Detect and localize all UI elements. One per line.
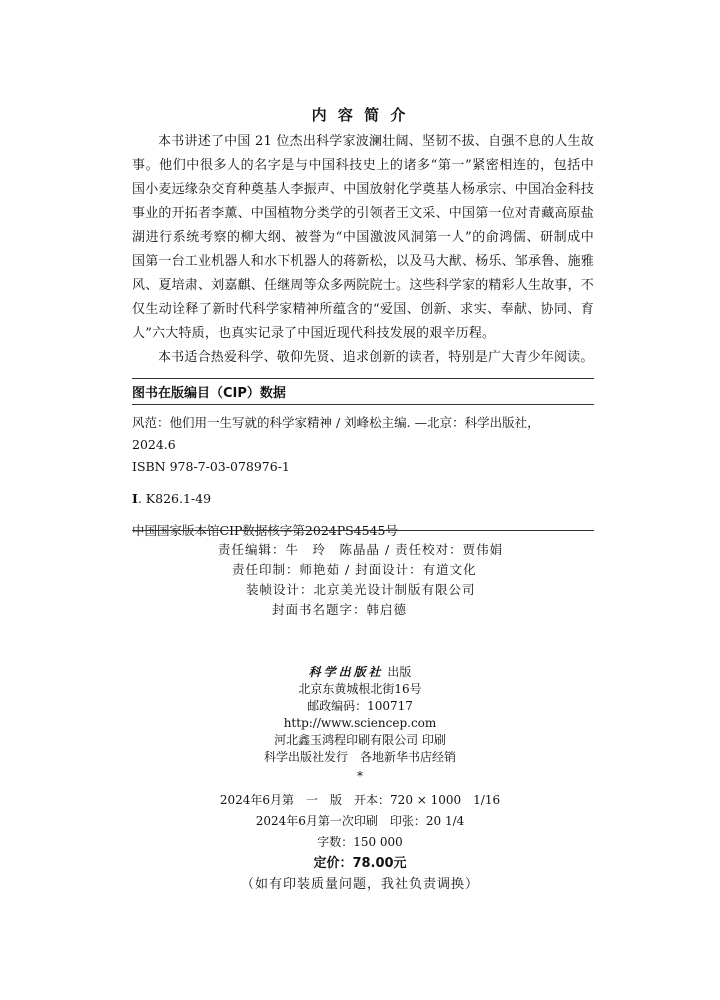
cip-classification xyxy=(132,488,594,510)
cip-entry-line-1: 风范：他们用一生写就的科学家精神 / 刘峰松主编. —北京：科学出版社， xyxy=(132,415,540,430)
publisher-address: 北京东黄城根北街16号 xyxy=(298,682,422,696)
printing-line: 2024年6月第一次印刷 印张：20 1/4 xyxy=(255,814,465,828)
cip-classification-roman: Ⅰ xyxy=(132,491,138,506)
credits-editors: 责任编辑：牛 玲 陈晶晶 / 责任校对：贾伟娟 xyxy=(218,542,504,557)
page-title: 内 容 简 介 xyxy=(311,106,409,124)
cip-heading-divider xyxy=(132,404,594,405)
distribution-line: 科学出版社发行 各地新华书店经销 xyxy=(263,750,456,764)
cip-entry-line-2: 2024.6 xyxy=(132,437,176,452)
printer-line: 河北鑫玉鸿程印刷有限公司 印刷 xyxy=(274,733,446,747)
publisher-suffix: 出版 xyxy=(387,665,412,679)
price: 定价：78.00元 xyxy=(313,856,407,871)
separator-asterisk: * xyxy=(357,769,363,783)
intro-paragraph-2: 本书适合热爱科学、敬仰先贤、追求创新的读者，特别是广大青少年阅读。 xyxy=(158,350,594,365)
publisher-postcode: 邮政编码：100717 xyxy=(307,699,413,713)
edition-line: 2024年6月第 一 版 开本：720 × 1000 1/16 xyxy=(219,793,501,807)
intro-paragraph-1: 本书讲述了中国 21 位杰出科学家波澜壮阔、坚韧不拔、自强不息的人生故事。他们中很多人的名字是与中国科技史上的诸多“第一”紧密相连的，包括中国小麦远缘杂交育种奠基人李振声、中国放射化学奠基人杨承宗、中国冶金科技事业的开拓者李薰、中国植物分类学的引领者王文采、中国第一位对青藏高原盐湖进行系统考察的柳大纲、被誉为“中国激波风洞第一人”的俞鸿儒、研制成中国第一台工业机器人和水下机器人的蒋新松，以及马大猷、杨乐、邹承鲁、施雅风、夏培肃、刘嘉麒、任继周等众多两院院士。这些科学家的精彩人生故事，不仅生动诠释了新时代科学家精神所蕴含的“爱国、创新、求实、奉献、协同、育人”六大特质，也真实记录了中国近现代科技发展的艰辛历程。 xyxy=(132,134,595,341)
publisher-section xyxy=(0,664,720,785)
publisher-line xyxy=(0,664,720,681)
word-count: 字数：150 000 xyxy=(317,835,403,849)
credits-binding-design: 装帧设计：北京美光设计制版有限公司 xyxy=(246,582,476,597)
cip-record-number: 中国国家版本馆CIP数据核字第2024PS4545号 xyxy=(132,523,399,538)
cip-heading: 图书在版编目（CIP）数据 xyxy=(132,386,286,401)
cip-bottom-divider xyxy=(132,530,594,531)
cip-top-divider xyxy=(132,378,594,379)
publisher-url: http://www.sciencep.com xyxy=(283,716,437,730)
cip-classification-code: . K826.1-49 xyxy=(137,491,212,506)
publisher-logo: 科学出版社 xyxy=(308,665,384,679)
replacement-note: （如有印装质量问题，我社负责调换） xyxy=(240,877,479,892)
cip-isbn: ISBN 978-7-03-078976-1 xyxy=(132,459,290,474)
specs-section xyxy=(0,790,720,895)
cip-record xyxy=(132,412,594,542)
credits-printing-cover: 责任印制：师艳茹 / 封面设计：有道文化 xyxy=(232,562,477,577)
credits-title-calligraphy: 封面书名题字：韩启德 xyxy=(272,602,408,617)
intro-section xyxy=(132,130,594,370)
